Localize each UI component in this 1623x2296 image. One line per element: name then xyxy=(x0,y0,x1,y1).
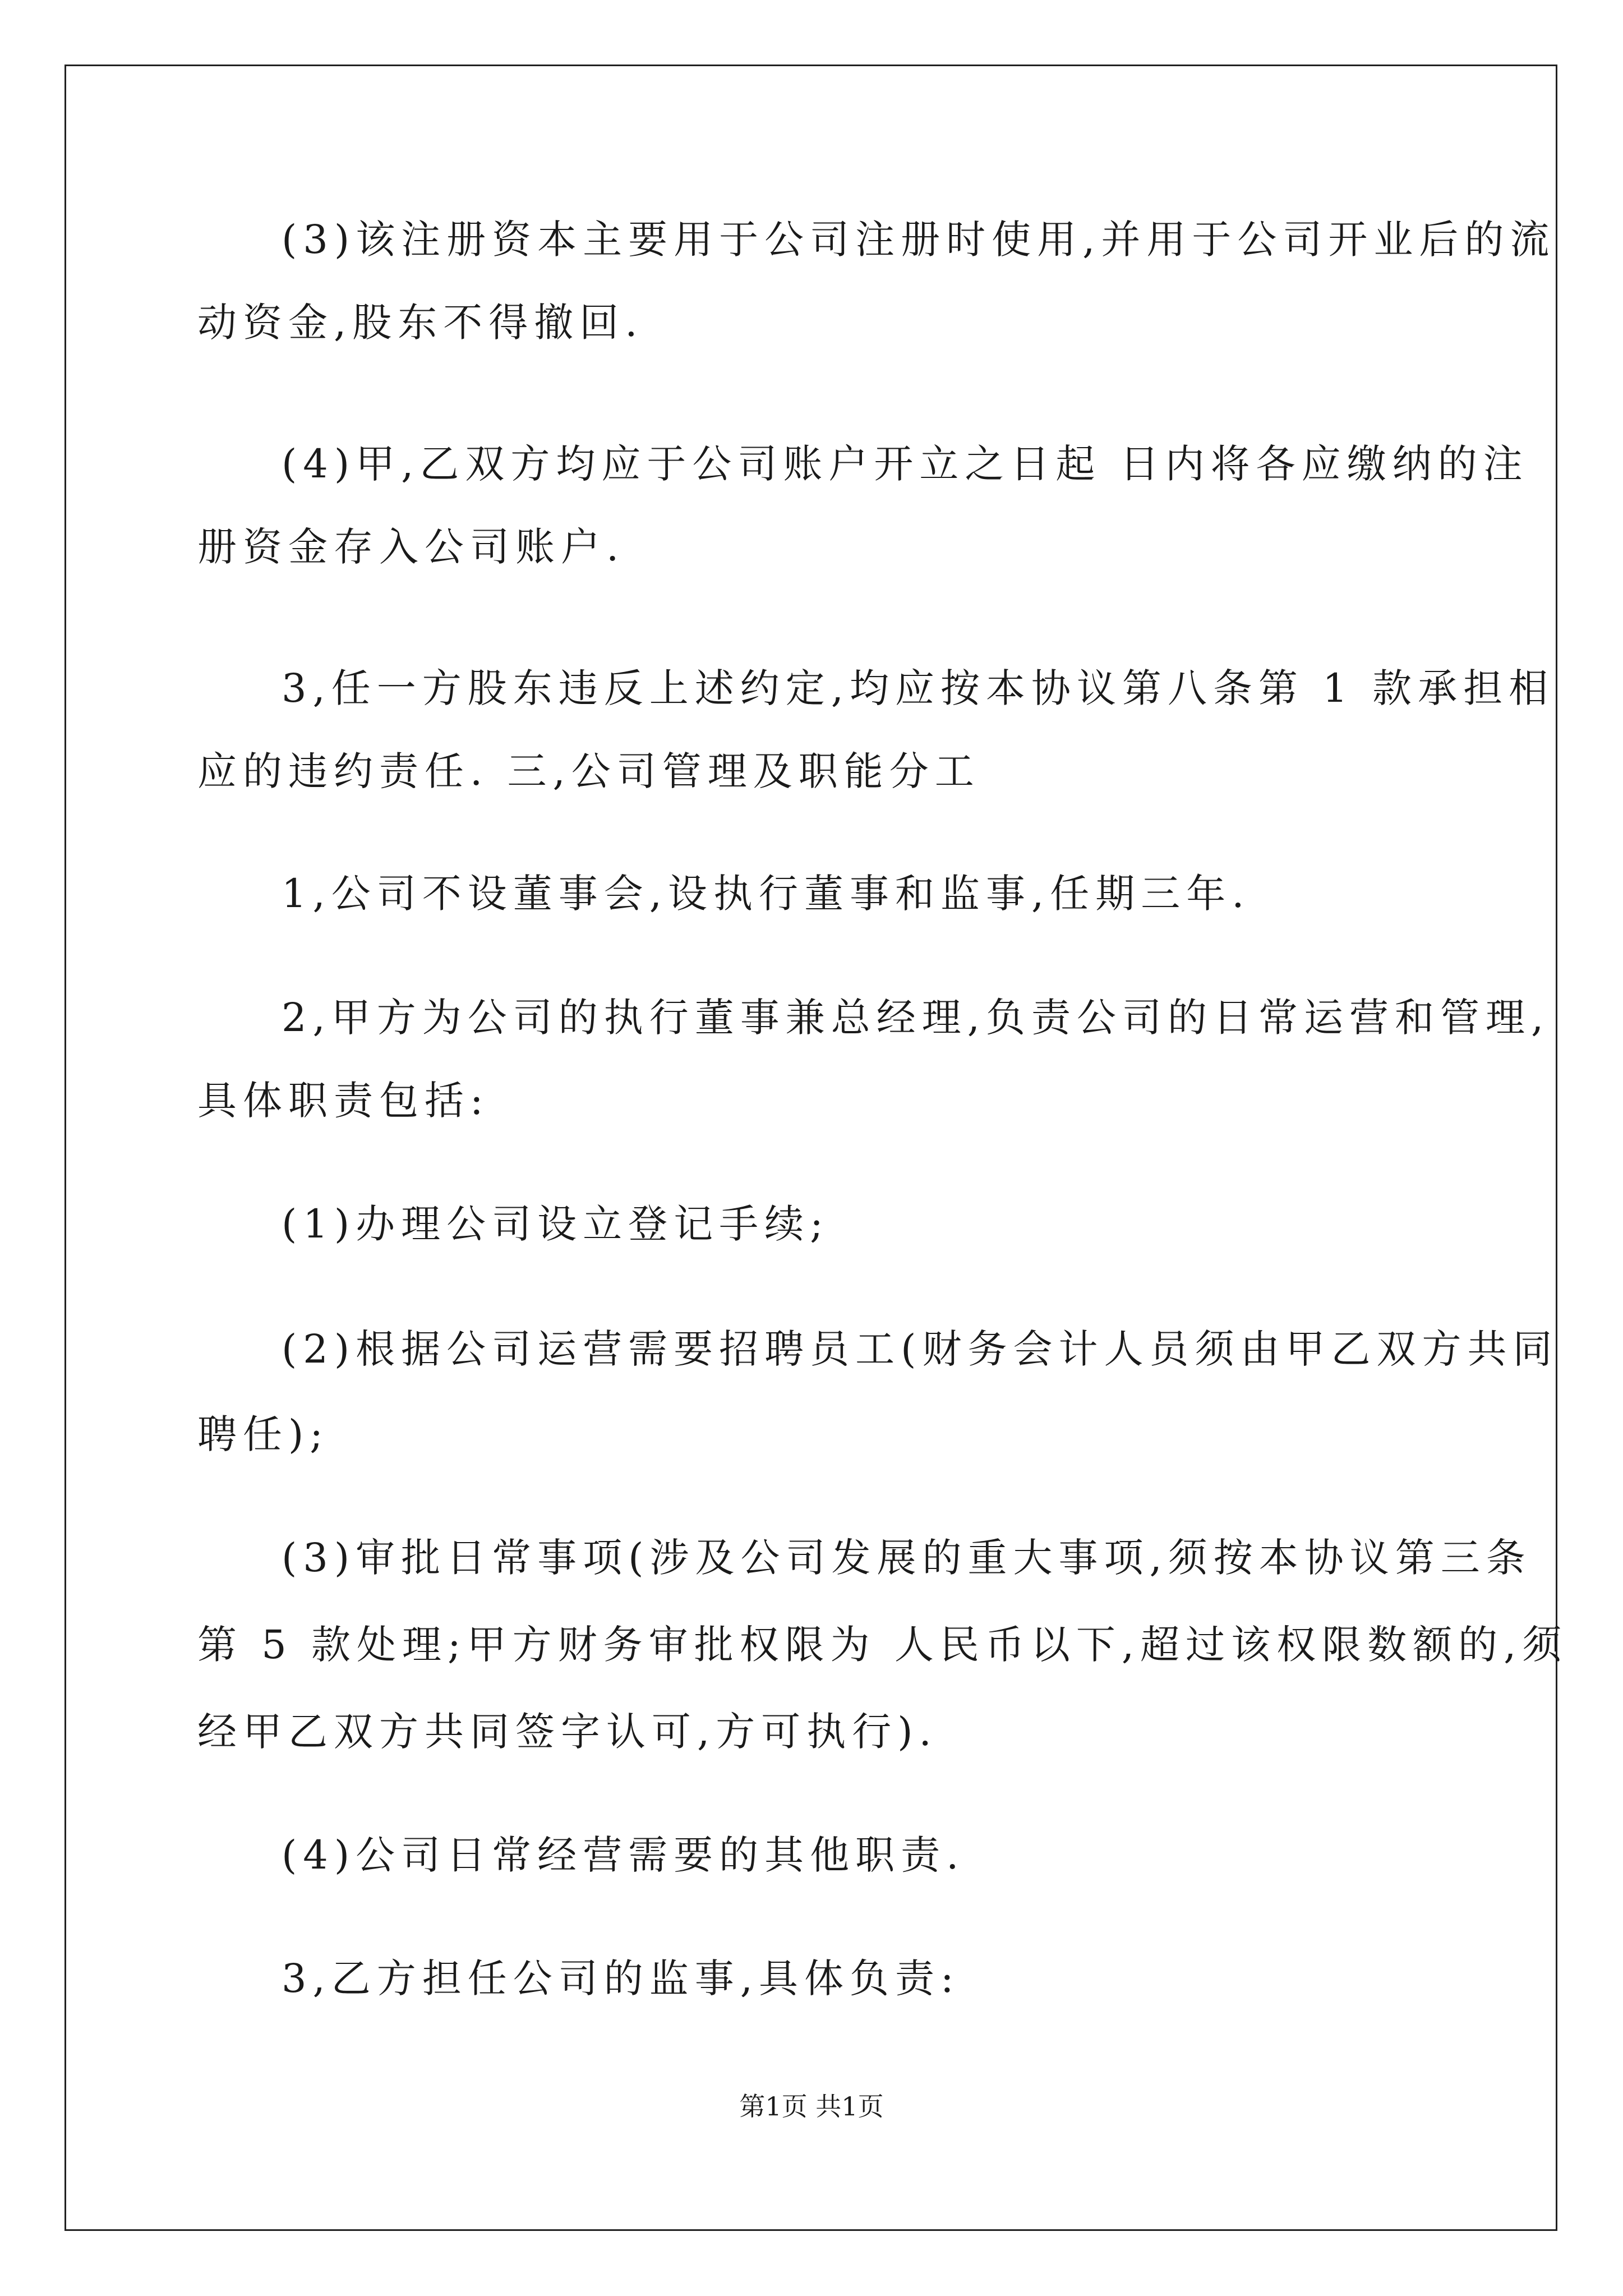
text-line: 第 5 款处理;甲方财务审批权限为 人民币以下,超过该权限数额的,须 xyxy=(197,1622,1568,1668)
text-line: 具体职责包括: xyxy=(197,1078,490,1124)
text-line: 3,任一方股东违反上述约定,均应按本协议第八条第 1 款承担相 xyxy=(282,665,1555,711)
text-line: 动资金,股东不得撤回. xyxy=(197,300,644,346)
text-line: 3,乙方担任公司的监事,具体负责: xyxy=(282,1955,960,2001)
text-line: 经甲乙双方共同签字认可,方可执行). xyxy=(197,1709,938,1755)
text-line: 2,甲方为公司的执行董事兼总经理,负责公司的日常运营和管理, xyxy=(282,995,1550,1041)
text-line: 聘任); xyxy=(197,1411,329,1457)
text-line: (3)该注册资本主要用于公司注册时使用,并用于公司开业后的流 xyxy=(282,217,1556,263)
text-line: 1,公司不设董事会,设执行董事和监事,任期三年. xyxy=(282,871,1251,917)
text-line: 应的违约责任. 三,公司管理及职能分工 xyxy=(197,748,980,794)
text-line: (4)公司日常经营需要的其他职责. xyxy=(282,1832,965,1878)
page-border xyxy=(64,65,1557,2231)
text-line: (1)办理公司设立登记手续; xyxy=(282,1201,829,1247)
page-number-footer: 第1页 共1页 xyxy=(739,2091,884,2122)
text-line: (4)甲,乙双方均应于公司账户开立之日起 日内将各应缴纳的注 xyxy=(282,441,1529,487)
text-line: (3)审批日常事项(涉及公司发展的重大事项,须按本协议第三条 xyxy=(282,1535,1532,1581)
text-line: 册资金存入公司账户. xyxy=(197,524,625,570)
text-line: (2)根据公司运营需要招聘员工(财务会计人员须由甲乙双方共同 xyxy=(282,1326,1559,1372)
